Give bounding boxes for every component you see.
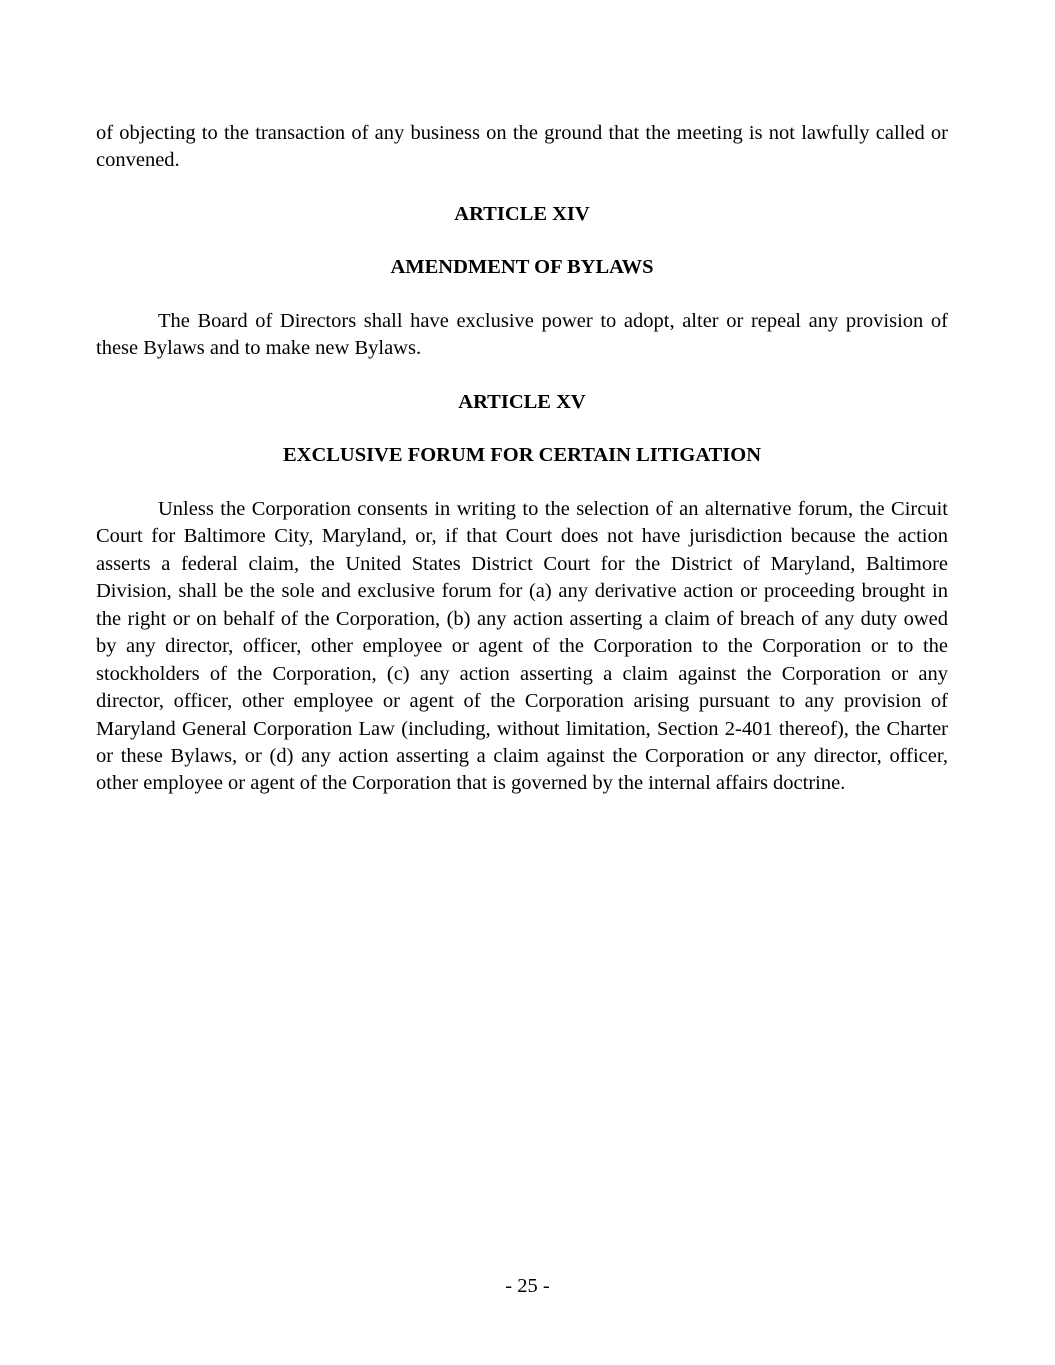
article-xv-body: Unless the Corporation consents in writing to the selection of an alternative forum, the Circuit Court for Baltimore City, Maryland, or, if that Court does not have jurisdiction because the action asserts a federal claim, the United States District Court for the District of Maryland, Baltimore Division, shall be the sole and exclusive forum for (a) any derivative action or proceeding brought in the right or on behalf of the Corporation, (b) any action asserting a claim of breach of any duty owed by any director, officer, other employee or agent of the Corporation to the Corporation or to the stockholders of the Corporation, (c) any action asserting a claim against the Corporation or any director, officer, other employee or agent of the Corporation arising pursuant to any provision of Maryland General Corporation Law (including, without limitation, Section 2-401 thereof), the Charter or these Bylaws, or (d) any action asserting a claim against the Corporation or any director, officer, other employee or agent of the Corporation that is governed by the internal affairs doctrine. [96, 497, 948, 795]
page-number: - 25 - [505, 1275, 550, 1297]
article-xv-number: ARTICLE XV [458, 390, 586, 413]
spacer [96, 282, 948, 308]
continued-paragraph: of objecting to the transaction of any business on the ground that the meeting is not lawfully called or convened. [96, 122, 948, 172]
article-xiv-number: ARTICLE XIV [454, 202, 590, 225]
page-content [96, 120, 948, 798]
spacer [96, 416, 948, 442]
article-xiv-title: AMENDMENT OF BYLAWS [390, 256, 654, 279]
article-xiv-body: The Board of Directors shall have exclusive power to adopt, alter or repeal any provision of these Bylaws and to make new Bylaws. [96, 309, 948, 360]
spacer [96, 228, 948, 254]
spacer [96, 470, 948, 496]
article-xv-title: EXCLUSIVE FORUM FOR CERTAIN LITIGATION [282, 444, 762, 467]
spacer [96, 363, 948, 389]
spacer [96, 175, 948, 201]
